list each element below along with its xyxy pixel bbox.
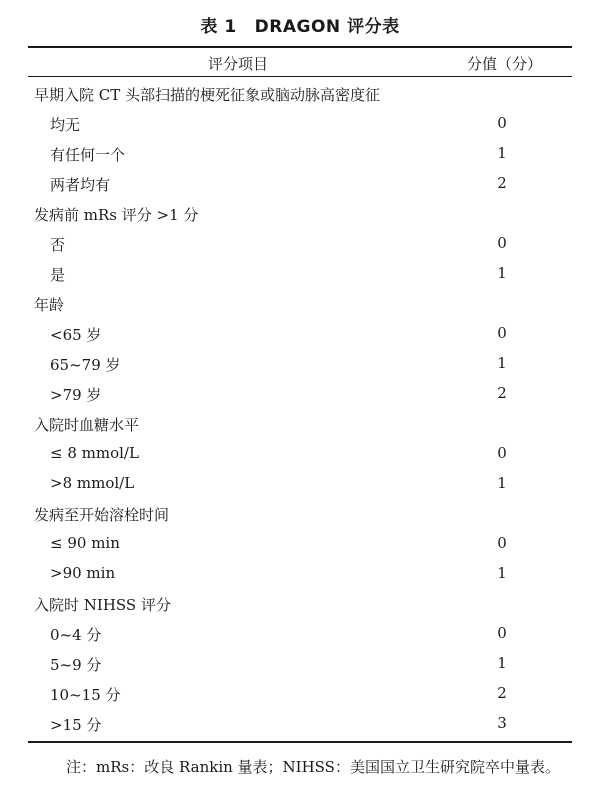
row-label: 有任何一个 [50,146,126,164]
row-score: 1 [497,264,507,282]
row-score: 1 [497,354,507,372]
bottom-rule [28,741,572,743]
row-label: >79 岁 [50,386,102,404]
option-row [28,618,572,648]
table-header [28,47,572,76]
option-row [28,258,572,288]
row-score: 0 [497,234,507,252]
row-score: 2 [497,684,507,702]
row-label: 入院时 NIHSS 评分 [34,596,171,614]
row-label: 10~15 分 [50,686,121,704]
option-row [28,318,572,348]
row-label: 65~79 岁 [50,356,121,374]
header-rule [28,76,572,77]
row-score: 0 [497,324,507,342]
option-row [28,138,572,168]
option-row [28,678,572,708]
row-score: 3 [497,714,507,732]
row-score: 0 [497,114,507,132]
column-header-score: 分值（分） [466,55,542,73]
option-row [28,168,572,198]
row-score: 1 [497,144,507,162]
option-row [28,228,572,258]
table-body [28,78,572,738]
row-label: 两者均有 [50,176,111,194]
row-score: 0 [497,624,507,642]
row-label: 入院时血糖水平 [34,416,140,434]
row-label: 0~4 分 [50,626,102,644]
option-row [28,468,572,498]
option-row [28,558,572,588]
option-row [28,528,572,558]
row-label: 发病前 mRs 评分 >1 分 [34,206,199,224]
row-label: ≤ 8 mmol/L [50,444,139,462]
option-row [28,438,572,468]
row-label: 是 [50,266,66,284]
row-label: <65 岁 [50,326,102,344]
category-row [28,498,572,528]
table-caption [0,12,600,37]
row-score: 2 [497,384,507,402]
row-label: >90 min [50,564,116,582]
category-row [28,408,572,438]
row-score: 1 [497,654,507,672]
category-row [28,588,572,618]
option-row [28,648,572,678]
row-label: 5~9 分 [50,656,102,674]
option-row [28,708,572,738]
row-score: 0 [497,534,507,552]
row-label: 否 [50,236,66,254]
table-number: 表 1 [200,17,237,37]
option-row [28,378,572,408]
table-title: DRAGON 评分表 [254,17,400,37]
row-label: 发病至开始溶栓时间 [34,506,170,524]
row-label: 早期入院 CT 头部扫描的梗死征象或脑动脉高密度征 [34,86,381,104]
table-footnote: 注：mRs：改良 Rankin 量表；NIHSS：美国国立卫生研究院卒中量表。 [66,758,560,776]
column-header-item: 评分项目 [208,55,269,73]
row-label: >8 mmol/L [50,474,135,492]
category-row [28,198,572,228]
row-label: >15 分 [50,716,102,734]
row-score: 2 [497,174,507,192]
row-score: 1 [497,474,507,492]
category-row [28,288,572,318]
option-row [28,348,572,378]
row-score: 0 [497,444,507,462]
row-score: 1 [497,564,507,582]
row-label: ≤ 90 min [50,534,120,552]
option-row [28,108,572,138]
row-label: 均无 [50,116,81,134]
row-label: 年龄 [34,296,65,314]
category-row [28,78,572,108]
